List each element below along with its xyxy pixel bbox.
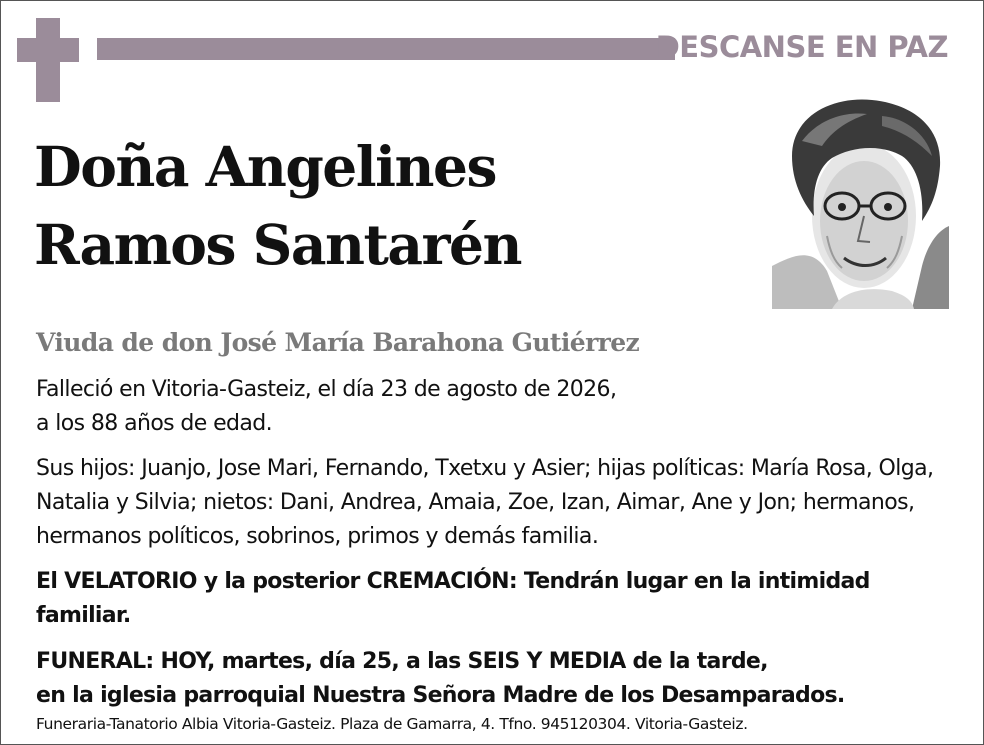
header-label: DESCANSE EN PAZ xyxy=(655,30,948,64)
funeral-line-1: FUNERAL: HOY, martes, día 25, a las SEIS Y MEDIA de la tarde, xyxy=(36,649,768,674)
portrait-photo xyxy=(772,96,949,309)
funeral-notice xyxy=(36,645,966,713)
deceased-name xyxy=(34,128,521,284)
cross-icon-arm xyxy=(17,38,79,62)
name-line-1: Doña Angelines xyxy=(34,134,496,199)
death-line-2: a los 88 años de edad. xyxy=(36,411,273,436)
portrait-illustration xyxy=(772,96,949,309)
funeral-home-footer: Funeraria-Tanatorio Albia Vitoria-Gasteiz. Plaza de Gamarra, 4. Tfno. 945120304. Vitoria-Gasteiz. xyxy=(36,715,748,733)
header-rule xyxy=(97,38,675,60)
name-line-2: Ramos Santarén xyxy=(34,212,521,277)
funeral-line-2: en la iglesia parroquial Nuestra Señora Madre de los Desamparados. xyxy=(36,683,845,708)
death-line-1: Falleció en Vitoria-Gasteiz, el día 23 de agosto de 2026, xyxy=(36,377,617,402)
death-details xyxy=(36,373,736,441)
widow-of-line: Viuda de don José María Barahona Gutiérrez xyxy=(36,328,640,357)
family-list: Sus hijos: Juanjo, Jose Mari, Fernando, Txetxu y Asier; hijas políticas: María Rosa, Olga, Natalia y Silvia; nietos: Dani, Andrea, Amaia, Zoe, Izan, Aimar, Ane y Jon; hermanos, hermanos políticos, sobrinos, primos y demás familia. xyxy=(36,456,934,549)
wake-notice: El VELATORIO y la posterior CREMACIÓN: Tendrán lugar en la intimidad familiar. xyxy=(36,569,870,628)
